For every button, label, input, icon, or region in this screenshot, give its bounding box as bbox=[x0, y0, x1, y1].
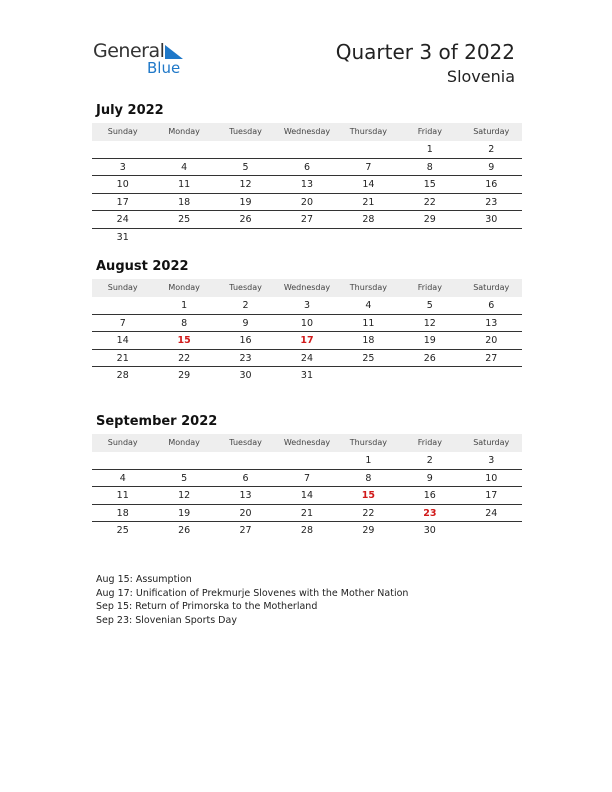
day-cell: 19 bbox=[239, 196, 252, 208]
month-title: July 2022 bbox=[96, 103, 164, 118]
day-cell: 18 bbox=[362, 335, 375, 346]
weekday-label: Sunday bbox=[107, 438, 138, 447]
day-cell bbox=[92, 452, 153, 469]
day-cell: 8 bbox=[181, 317, 188, 329]
day-cell bbox=[338, 141, 399, 158]
day-cell: 24 bbox=[300, 352, 314, 364]
holiday-note: Sep 23: Slovenian Sports Day bbox=[96, 615, 237, 627]
day-cell bbox=[276, 452, 337, 469]
day-cell bbox=[153, 141, 214, 158]
weekday-header bbox=[92, 279, 522, 297]
day-cell: 4 bbox=[119, 472, 126, 484]
day-cell bbox=[399, 229, 460, 247]
day-cell bbox=[153, 452, 214, 469]
day-cell: 8 bbox=[365, 472, 372, 484]
weekday-header bbox=[92, 123, 522, 141]
day-cell: 3 bbox=[488, 455, 495, 466]
day-cell: 19 bbox=[423, 335, 436, 346]
day-cell: 29 bbox=[178, 370, 191, 381]
weekday-label: Saturday bbox=[473, 283, 510, 292]
day-cell: 11 bbox=[116, 490, 129, 501]
weekday-label: Sunday bbox=[107, 283, 138, 292]
day-cell: 21 bbox=[116, 352, 129, 364]
day-cell: 14 bbox=[116, 335, 129, 346]
day-cell: 15 bbox=[177, 335, 191, 346]
logo bbox=[93, 40, 193, 80]
day-cell: 6 bbox=[488, 300, 495, 311]
week-row bbox=[92, 452, 522, 470]
day-cell: 30 bbox=[239, 370, 252, 381]
day-cell: 11 bbox=[178, 179, 191, 190]
day-cell: 27 bbox=[485, 352, 498, 364]
day-cell: 26 bbox=[423, 352, 436, 364]
day-cell: 26 bbox=[178, 525, 191, 536]
day-cell: 10 bbox=[116, 179, 129, 190]
day-cell: 7 bbox=[365, 161, 372, 173]
day-cell: 12 bbox=[423, 317, 436, 329]
day-cell bbox=[461, 229, 522, 247]
weekday-label: Friday bbox=[417, 283, 442, 292]
day-cell: 18 bbox=[178, 196, 191, 208]
weekday-label: Thursday bbox=[349, 283, 387, 292]
day-cell: 1 bbox=[426, 144, 433, 155]
day-cell: 6 bbox=[303, 161, 310, 173]
day-cell bbox=[92, 297, 153, 314]
weekday-label: Tuesday bbox=[229, 283, 262, 292]
holiday-note: Sep 15: Return of Primorska to the Motherland bbox=[96, 601, 318, 613]
week-row bbox=[92, 315, 522, 333]
weekday-label: Friday bbox=[417, 438, 442, 447]
day-cell bbox=[215, 229, 276, 247]
day-cell: 11 bbox=[362, 317, 375, 329]
week-row bbox=[92, 367, 522, 385]
day-cell: 30 bbox=[485, 214, 498, 225]
weekday-label: Thursday bbox=[349, 438, 387, 447]
weekday-label: Monday bbox=[168, 127, 200, 136]
day-cell: 30 bbox=[423, 525, 436, 536]
day-cell: 15 bbox=[423, 179, 436, 190]
weekday-label: Friday bbox=[417, 127, 442, 136]
week-row bbox=[92, 141, 522, 159]
month-calendar bbox=[92, 103, 522, 246]
weekday-label: Wednesday bbox=[283, 127, 331, 136]
day-cell: 8 bbox=[426, 161, 433, 173]
day-cell bbox=[399, 367, 460, 385]
weekday-label: Wednesday bbox=[283, 283, 331, 292]
day-cell: 23 bbox=[423, 507, 437, 519]
day-cell bbox=[92, 141, 153, 158]
weekday-label: Monday bbox=[168, 283, 200, 292]
day-cell: 22 bbox=[178, 352, 191, 364]
day-cell: 4 bbox=[365, 300, 372, 311]
day-cell: 4 bbox=[181, 161, 188, 173]
day-cell: 22 bbox=[362, 507, 375, 519]
day-cell: 9 bbox=[488, 161, 495, 173]
day-cell: 23 bbox=[485, 196, 498, 208]
day-cell: 25 bbox=[116, 525, 129, 536]
weekday-label: Thursday bbox=[349, 127, 387, 136]
day-cell: 13 bbox=[485, 317, 498, 329]
day-cell: 13 bbox=[300, 179, 314, 190]
holiday-note: Aug 15: Assumption bbox=[96, 574, 192, 585]
day-cell: 5 bbox=[181, 472, 188, 484]
day-cell: 1 bbox=[365, 455, 372, 466]
month-calendar bbox=[92, 259, 522, 385]
day-cell: 22 bbox=[423, 196, 436, 208]
day-cell bbox=[461, 522, 522, 540]
month-title: August 2022 bbox=[96, 259, 189, 274]
day-cell: 18 bbox=[116, 507, 129, 519]
day-cell: 17 bbox=[300, 335, 314, 346]
day-cell bbox=[338, 229, 399, 247]
day-cell: 29 bbox=[362, 525, 375, 536]
day-cell: 3 bbox=[303, 300, 310, 311]
holiday-note: Aug 17: Unification of Prekmurje Slovenes with the Mother Nation bbox=[96, 587, 409, 599]
day-cell: 10 bbox=[300, 317, 314, 329]
day-cell: 27 bbox=[239, 525, 252, 536]
weekday-label: Saturday bbox=[473, 127, 510, 136]
week-row bbox=[92, 470, 522, 488]
week-row bbox=[92, 297, 522, 315]
day-cell: 14 bbox=[300, 490, 314, 501]
day-cell bbox=[461, 367, 522, 385]
day-cell: 24 bbox=[485, 507, 498, 519]
day-cell: 15 bbox=[361, 490, 376, 501]
weekday-label: Sunday bbox=[107, 127, 138, 136]
day-cell: 26 bbox=[239, 214, 252, 225]
day-cell: 1 bbox=[181, 300, 188, 311]
day-cell: 7 bbox=[303, 472, 310, 484]
page-title: Quarter 3 of 2022 bbox=[335, 40, 515, 64]
day-cell: 13 bbox=[239, 490, 252, 501]
weekday-label: Tuesday bbox=[229, 127, 262, 136]
day-cell: 14 bbox=[362, 179, 375, 190]
day-cell: 19 bbox=[178, 507, 191, 519]
day-cell bbox=[153, 229, 214, 247]
day-cell bbox=[215, 141, 276, 158]
weekday-label: Saturday bbox=[473, 438, 510, 447]
weekday-label: Wednesday bbox=[283, 438, 331, 447]
day-cell: 28 bbox=[362, 214, 375, 225]
day-cell bbox=[276, 229, 337, 247]
day-cell: 25 bbox=[362, 352, 375, 364]
day-cell: 17 bbox=[116, 196, 129, 208]
week-row bbox=[92, 159, 522, 177]
day-cell: 12 bbox=[178, 490, 191, 501]
day-cell: 10 bbox=[485, 472, 498, 484]
day-cell: 20 bbox=[300, 196, 314, 208]
day-cell bbox=[215, 452, 276, 469]
day-cell: 17 bbox=[485, 490, 498, 501]
day-cell: 16 bbox=[423, 490, 436, 501]
day-cell: 2 bbox=[242, 300, 249, 311]
week-row bbox=[92, 194, 522, 212]
day-cell: 25 bbox=[178, 214, 191, 225]
day-cell: 7 bbox=[119, 317, 126, 329]
day-cell: 27 bbox=[300, 214, 314, 225]
day-cell: 9 bbox=[242, 317, 249, 329]
weekday-label: Monday bbox=[168, 438, 200, 447]
month-calendar bbox=[92, 414, 522, 540]
day-cell: 5 bbox=[426, 300, 433, 311]
day-cell: 20 bbox=[239, 507, 252, 519]
day-cell: 29 bbox=[423, 214, 436, 225]
week-row bbox=[92, 176, 522, 194]
week-row bbox=[92, 211, 522, 229]
day-cell: 2 bbox=[488, 144, 495, 155]
week-row bbox=[92, 332, 522, 350]
day-cell: 20 bbox=[485, 335, 498, 346]
day-cell: 23 bbox=[239, 352, 252, 364]
week-row bbox=[92, 522, 522, 540]
day-cell: 31 bbox=[300, 370, 314, 381]
week-row bbox=[92, 350, 522, 368]
day-cell: 31 bbox=[116, 231, 129, 243]
day-cell: 21 bbox=[300, 507, 314, 519]
day-cell: 28 bbox=[116, 370, 129, 381]
day-cell: 16 bbox=[485, 179, 498, 190]
day-cell: 6 bbox=[242, 472, 249, 484]
page-subtitle: Slovenia bbox=[446, 67, 515, 86]
week-row bbox=[92, 505, 522, 523]
holiday-notes bbox=[96, 573, 408, 628]
month-title: September 2022 bbox=[96, 414, 218, 429]
week-row bbox=[92, 229, 522, 247]
logo-text-blue: Blue bbox=[147, 59, 181, 77]
day-cell: 5 bbox=[242, 161, 249, 173]
day-cell: 3 bbox=[119, 161, 126, 173]
day-cell: 24 bbox=[116, 214, 129, 225]
weekday-label: Tuesday bbox=[229, 438, 262, 447]
day-cell: 12 bbox=[239, 179, 252, 190]
day-cell: 21 bbox=[362, 196, 375, 208]
day-cell: 9 bbox=[426, 472, 433, 484]
day-cell: 16 bbox=[239, 335, 252, 346]
day-cell bbox=[338, 367, 399, 385]
day-cell bbox=[276, 141, 337, 158]
logo-text-general: General bbox=[93, 40, 165, 62]
week-row bbox=[92, 487, 522, 505]
day-cell: 28 bbox=[300, 525, 314, 536]
weekday-header bbox=[92, 434, 522, 452]
day-cell: 2 bbox=[426, 455, 433, 466]
